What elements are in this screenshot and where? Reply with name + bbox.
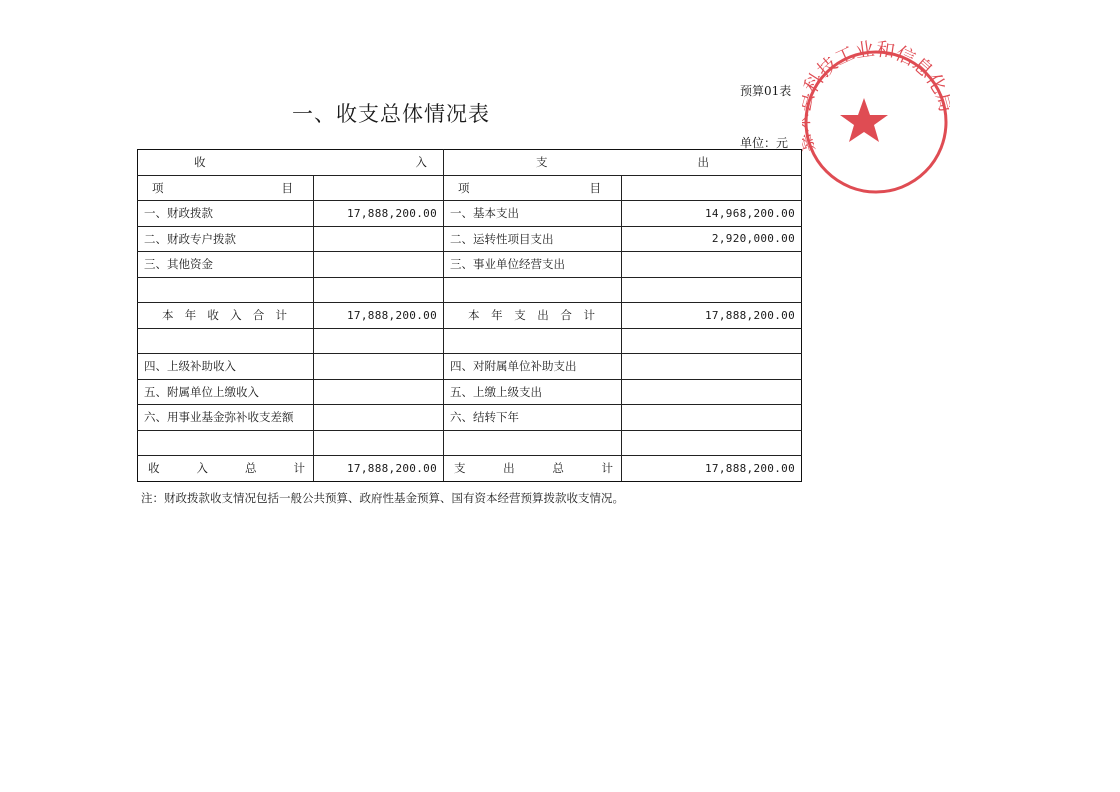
form-code: 预算01表 [740, 84, 792, 98]
total-char: 入 [196, 461, 208, 476]
expense-amount [622, 430, 802, 456]
total-char: 总 [245, 461, 257, 476]
total-char: 年 [491, 308, 503, 323]
expense-label: 五、上缴上级支出 [444, 379, 622, 405]
seal-graphic [802, 40, 950, 200]
expense-label: 三、事业单位经营支出 [444, 252, 622, 278]
expense-label [444, 430, 622, 456]
income-label: 五、附属单位上缴收入 [138, 379, 314, 405]
table-row [138, 379, 802, 405]
income-label: 六、用事业基金弥补收支差额 [138, 405, 314, 431]
income-label [138, 277, 314, 303]
income-amount [314, 379, 444, 405]
total-char: 入 [230, 308, 242, 323]
income-amount [314, 405, 444, 431]
income-year-total-amount: 17,888,200.00 [314, 303, 444, 329]
expense-label: 六、结转下年 [444, 405, 622, 431]
expense-amount [622, 277, 802, 303]
total-char: 计 [293, 461, 305, 476]
table-row [138, 226, 802, 252]
income-year-total-label [138, 303, 314, 329]
item-header-char: 目 [589, 180, 601, 195]
expense-header-char: 支 [536, 155, 548, 170]
expense-year-total-amount: 17,888,200.00 [622, 303, 802, 329]
total-char: 出 [503, 461, 515, 476]
total-char: 计 [583, 308, 595, 323]
income-amount: 17,888,200.00 [314, 201, 444, 227]
item-header-char: 目 [281, 180, 293, 195]
income-amount [314, 226, 444, 252]
year-total-row [138, 303, 802, 329]
total-char: 计 [601, 461, 613, 476]
expense-grand-total-label [444, 456, 622, 482]
total-char: 总 [552, 461, 564, 476]
footnote: 注：财政拨款收支情况包括一般公共预算、政府性基金预算、国有资本经营预算拨款收支情况。 [141, 491, 624, 505]
expense-amount-header [622, 175, 802, 201]
income-item-header [138, 175, 314, 201]
income-expense-table [137, 149, 802, 482]
page-title: 一、收支总体情况表 [292, 102, 490, 126]
income-grand-total-label [138, 456, 314, 482]
total-char: 收 [207, 308, 219, 323]
official-seal-stamp [802, 40, 950, 200]
star-icon [840, 98, 888, 142]
table-row [138, 354, 802, 380]
total-char: 计 [275, 308, 287, 323]
total-char: 年 [184, 308, 197, 323]
income-label: 三、其他资金 [138, 252, 314, 278]
income-label: 二、财政专户拨款 [138, 226, 314, 252]
total-char: 支 [514, 308, 526, 323]
table-row [138, 405, 802, 431]
income-label: 四、上级补助收入 [138, 354, 314, 380]
total-char: 本 [162, 308, 174, 323]
income-amount [314, 354, 444, 380]
expense-label: 二、运转性项目支出 [444, 226, 622, 252]
expense-year-total-label [444, 303, 622, 329]
expense-label: 一、基本支出 [444, 201, 622, 227]
income-header-cell [138, 150, 444, 176]
table-row [138, 201, 802, 227]
expense-grand-total-amount: 17,888,200.00 [622, 456, 802, 482]
total-char: 出 [537, 308, 549, 323]
income-label [138, 430, 314, 456]
unit-label: 单位：元 [740, 136, 789, 150]
expense-header-char: 出 [697, 155, 709, 170]
income-label [138, 328, 314, 354]
table-row [138, 430, 802, 456]
total-char: 支 [454, 461, 466, 476]
income-header-char: 入 [415, 155, 427, 170]
expense-amount [622, 379, 802, 405]
income-label: 一、财政拨款 [138, 201, 314, 227]
item-header-char: 项 [458, 180, 470, 195]
seal-text: 科技工业和信息化 [802, 40, 950, 98]
total-char: 本 [468, 308, 480, 323]
expense-amount [622, 252, 802, 278]
table-header-row [138, 150, 802, 176]
expense-amount [622, 328, 802, 354]
expense-label: 四、对附属单位补助支出 [444, 354, 622, 380]
table-row [138, 277, 802, 303]
total-char: 收 [148, 461, 160, 476]
income-amount-header [314, 175, 444, 201]
table-row [138, 328, 802, 354]
expense-item-header [444, 175, 622, 201]
expense-label [444, 277, 622, 303]
expense-label [444, 328, 622, 354]
expense-amount: 2,920,000.00 [622, 226, 802, 252]
income-header-char: 收 [194, 155, 206, 170]
total-char: 合 [252, 308, 265, 323]
income-grand-total-amount: 17,888,200.00 [314, 456, 444, 482]
income-amount [314, 277, 444, 303]
expense-amount [622, 354, 802, 380]
item-header-char: 项 [152, 180, 164, 195]
income-amount [314, 252, 444, 278]
table-row [138, 252, 802, 278]
income-amount [314, 430, 444, 456]
expense-header-cell [444, 150, 802, 176]
grand-total-row [138, 456, 802, 482]
expense-amount: 14,968,200.00 [622, 201, 802, 227]
income-amount [314, 328, 444, 354]
expense-amount [622, 405, 802, 431]
item-header-row [138, 175, 802, 201]
total-char: 合 [560, 308, 572, 323]
